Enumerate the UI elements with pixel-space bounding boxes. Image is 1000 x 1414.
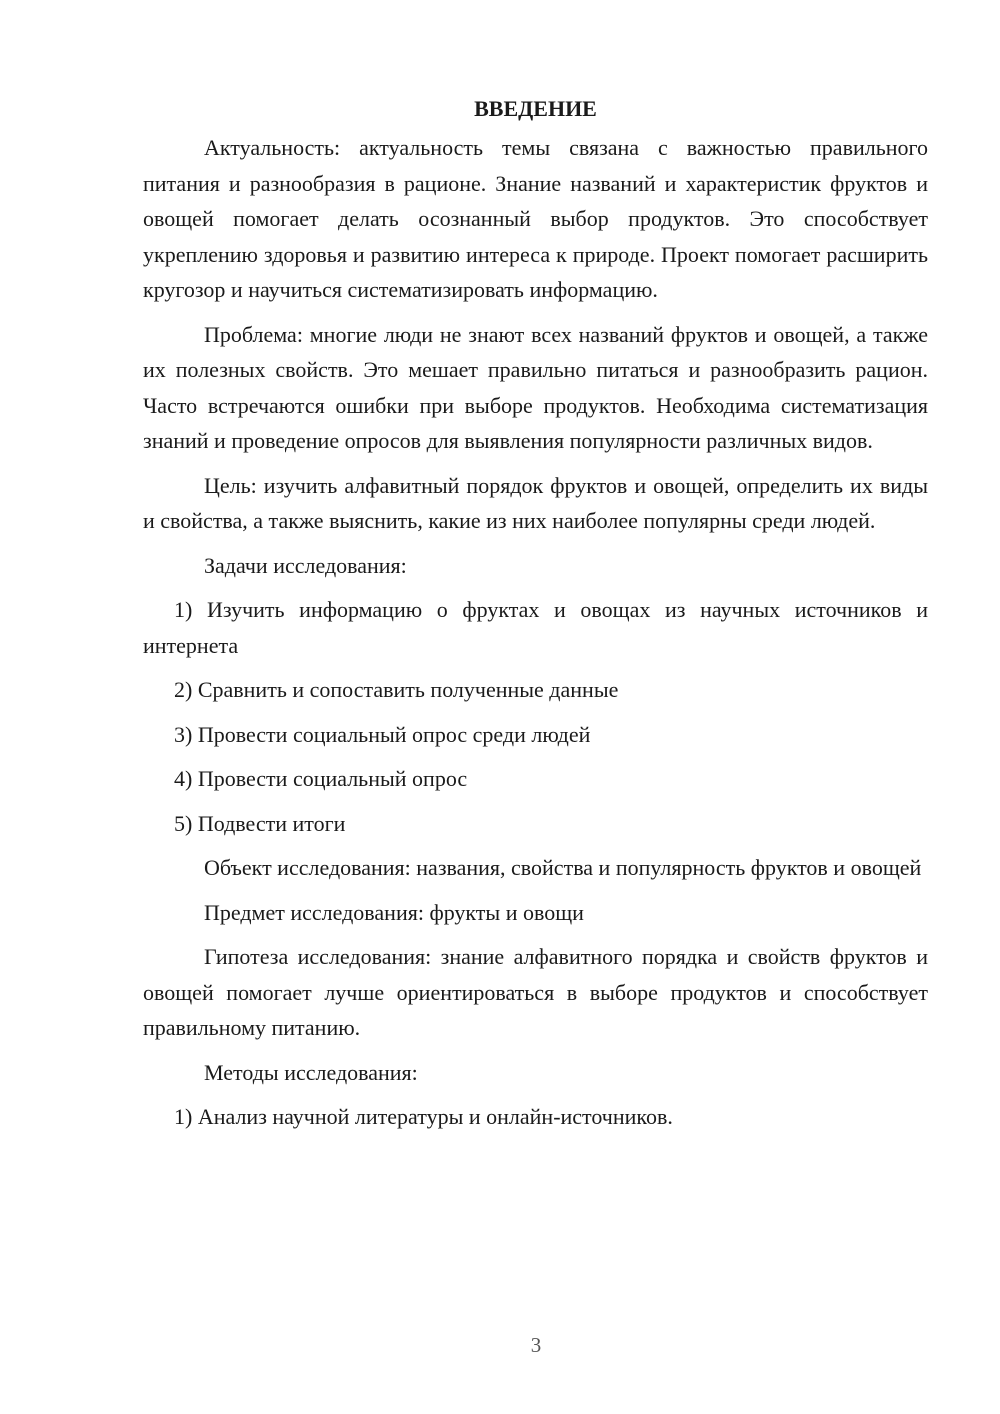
document-page (143, 94, 928, 1135)
task-item: 2) Сравнить и сопоставить полученные данные (174, 677, 619, 702)
tasks-heading: Задачи исследования: (204, 552, 407, 578)
paragraph-problem: Проблема: многие люди не знают всех названий фруктов и овощей, а также их полезных свойств. Это мешает правильно питаться и разнообразить рацион. Часто встречаются ошибки при выборе продуктов. Необходима систематизация знаний и проведение опросов для выявления популярности различных видов. (143, 321, 928, 453)
task-item: 3) Провести социальный опрос среди людей (174, 721, 591, 747)
paragraph-relevance: Актуальность: актуальность темы связана с важностью правильного питания и разнообразия в рационе. Знание названий и характеристик фруктов и овощей помогает делать осознанный выбор продуктов. Это способствует укреплению здоровья и развитию интереса к природе. Проект помогает расширить кругозор и научиться систематизировать информацию. (143, 135, 928, 302)
paragraph-object: Объект исследования: названия, свойства и популярность фруктов и овощей (204, 855, 922, 880)
methods-heading: Методы исследования: (204, 1059, 418, 1085)
paragraph-goal: Цель: изучить алфавитный порядок фруктов и овощей, определить их виды и свойства, а также выяснить, какие из них наиболее популярны среди людей. (143, 472, 928, 533)
task-item: 5) Подвести итоги (174, 810, 346, 836)
section-title: ВВЕДЕНИЕ (474, 96, 597, 121)
task-item: 1) Изучить информацию о фруктах и овощах из научных источников и интернета (143, 597, 928, 658)
paragraph-hypothesis: Гипотеза исследования: знание алфавитного порядка и свойств фруктов и овощей помогает лучше ориентироваться в выборе продуктов и способствует правильному питанию. (143, 944, 928, 1040)
task-item: 4) Провести социальный опрос (174, 766, 468, 791)
page-number: 3 (530, 1333, 542, 1357)
paragraph-subject: Предмет исследования: фрукты и овощи (204, 899, 584, 925)
method-item: 1) Анализ научной литературы и онлайн-источников. (174, 1104, 673, 1129)
